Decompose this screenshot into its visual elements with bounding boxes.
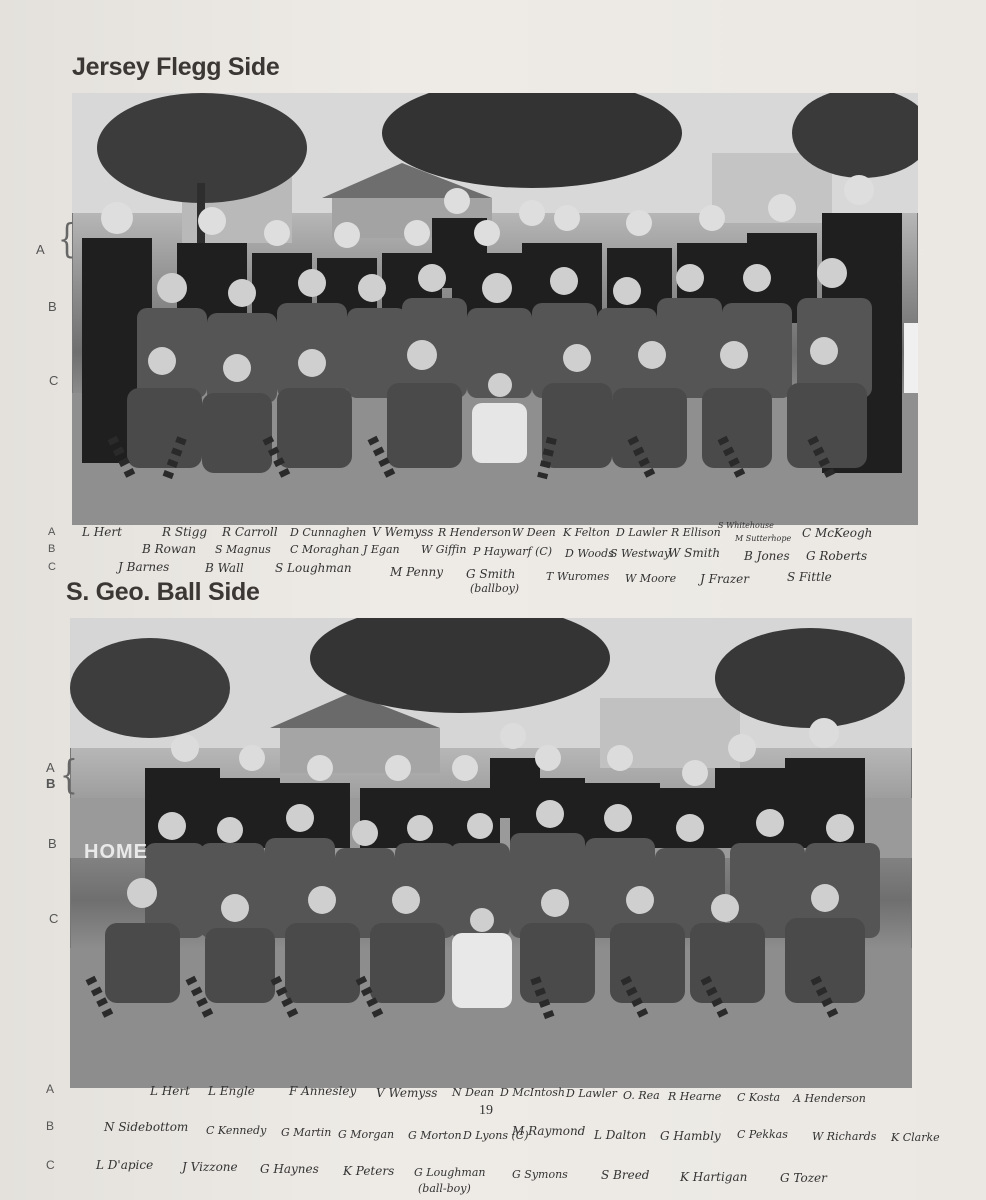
name-label: J Barnes — [118, 560, 170, 574]
name-label: C Kennedy — [206, 1124, 267, 1137]
photo-row-mark-b: B — [48, 299, 57, 314]
name-label: W Deen — [512, 526, 556, 539]
brace-mark: { — [58, 215, 76, 262]
name-label: K Clarke — [891, 1131, 940, 1144]
name-label: A Henderson — [793, 1092, 866, 1105]
name-label: R Hearne — [668, 1090, 722, 1103]
name-label: M Penny — [390, 565, 443, 579]
name-label: V Wemyss — [376, 1086, 438, 1100]
photo-row-mark-c: C — [49, 373, 59, 388]
name-label: S Whitehouse — [718, 521, 774, 530]
caption-row-mark-b: B — [46, 1119, 55, 1133]
name-label: J Vizzone — [182, 1160, 238, 1174]
photo-row-mark-a: A — [46, 760, 55, 775]
name-label: G Symons — [512, 1168, 568, 1181]
name-label: G Haynes — [260, 1162, 319, 1176]
caption-row-mark-b: B — [48, 543, 56, 555]
name-label: (ballboy) — [470, 582, 520, 595]
team-photo-jersey-flegg — [72, 93, 918, 525]
name-label: G Martin — [281, 1126, 332, 1139]
team-photo-s-geo-ball — [70, 618, 912, 1088]
name-label: G Morton — [408, 1129, 462, 1142]
name-label: B Rowan — [142, 542, 197, 556]
name-label: L Hert — [150, 1084, 190, 1098]
name-label: O. Rea — [623, 1089, 660, 1102]
page-number: 19 — [479, 1103, 493, 1118]
name-label: C Moraghan — [290, 543, 360, 556]
name-label: T Wuromes — [546, 570, 610, 583]
name-label: G Hambly — [660, 1129, 721, 1143]
name-label: G Roberts — [806, 549, 868, 563]
caption-row-mark-a: A — [48, 526, 56, 538]
name-label: W Richards — [812, 1130, 877, 1143]
home-sign: HOME — [84, 841, 148, 863]
section-heading-s-geo-ball: S. Geo. Ball Side — [66, 578, 260, 606]
caption-row-mark-a: A — [46, 1082, 55, 1096]
name-label: S Breed — [601, 1168, 650, 1182]
name-label: N Sidebottom — [104, 1120, 189, 1134]
section-heading-jersey-flegg: Jersey Flegg Side — [72, 53, 280, 81]
name-label: R Henderson — [438, 526, 512, 539]
name-label: B Wall — [205, 561, 244, 575]
name-label: D Lyons (C) — [463, 1129, 529, 1142]
name-label: R Carroll — [222, 525, 278, 539]
name-label: L Engle — [208, 1084, 255, 1098]
name-label: J Frazer — [700, 572, 750, 586]
name-label: K Peters — [343, 1164, 395, 1178]
name-label: L Dalton — [594, 1128, 647, 1142]
name-label: J Egan — [363, 543, 400, 556]
name-label: N Dean — [452, 1086, 495, 1099]
name-label: M Raymond — [512, 1124, 586, 1138]
name-label: W Giffin — [421, 543, 467, 556]
name-label: (ball-boy) — [418, 1182, 471, 1195]
name-label: G Morgan — [338, 1128, 395, 1141]
name-label: L Hert — [82, 525, 122, 539]
name-label: L D'apice — [96, 1158, 154, 1172]
photo-row-mark-b: B — [48, 836, 57, 851]
brace-mark: { — [60, 751, 78, 798]
name-label: R Stigg — [162, 525, 208, 539]
name-label: C McKeogh — [802, 526, 873, 540]
name-label: W Smith — [668, 546, 721, 560]
name-label: D Woods — [565, 547, 614, 560]
name-label: K Hartigan — [680, 1170, 748, 1184]
name-label: C Pekkas — [737, 1128, 788, 1141]
photo-row-mark-b: B — [46, 776, 56, 791]
caption-row-mark-c: C — [48, 561, 56, 573]
name-label: P Haywarf (C) — [473, 545, 553, 558]
name-label: M Sutterhope — [735, 534, 792, 543]
name-label: B Jones — [744, 549, 790, 563]
name-label: F Annesley — [289, 1084, 357, 1098]
name-label: C Kosta — [737, 1091, 781, 1104]
photo-row-mark-a: A — [36, 242, 45, 257]
name-label: S Westway — [610, 547, 671, 560]
name-label: G Tozer — [780, 1171, 827, 1185]
name-label: V Wemyss — [372, 525, 434, 539]
name-label: K Felton — [563, 526, 610, 539]
name-label: G Smith — [466, 567, 516, 581]
name-label: D McIntosh — [500, 1086, 565, 1099]
name-label: R Ellison — [671, 526, 721, 539]
caption-row-mark-c: C — [46, 1158, 55, 1172]
name-label: D Cunnaghen — [290, 526, 367, 539]
name-label: D Lawler — [616, 526, 667, 539]
name-label: D Lawler — [566, 1087, 617, 1100]
name-label: S Magnus — [215, 543, 271, 556]
name-label: G Loughman — [414, 1166, 486, 1179]
name-label: S Fittle — [787, 570, 832, 584]
name-label: S Loughman — [275, 561, 352, 575]
photo-row-mark-c: C — [49, 911, 59, 926]
name-label: W Moore — [625, 572, 677, 585]
